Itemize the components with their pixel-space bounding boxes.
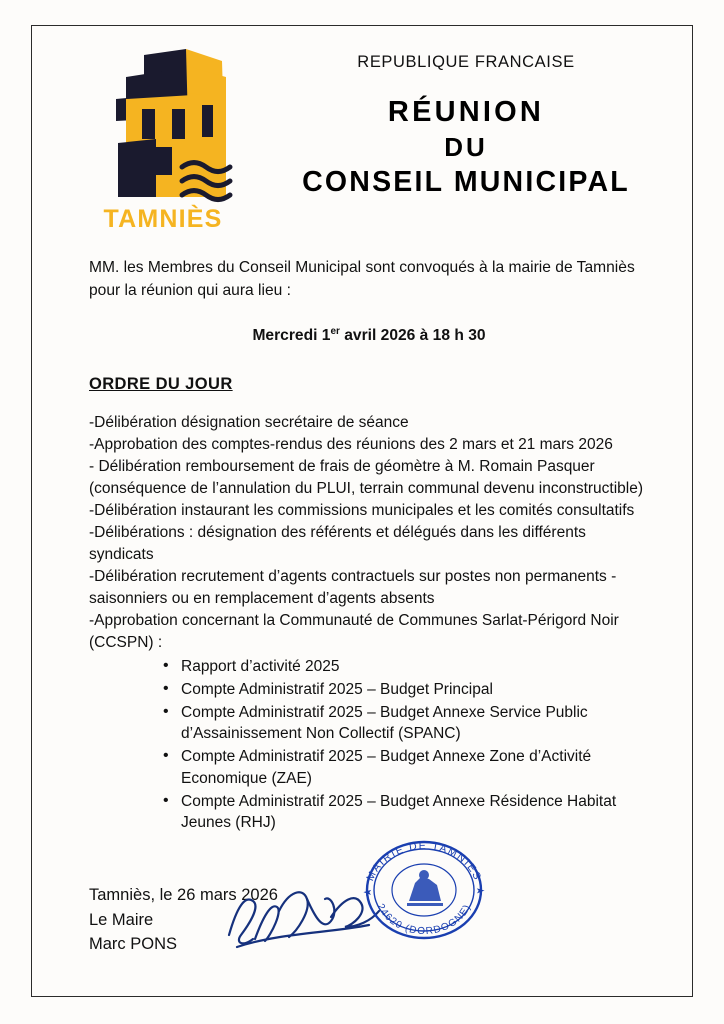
agenda-item: -Délibérations : désignation des référents et délégués dans les différents syndicats — [89, 524, 586, 564]
footer-role: Le Maire — [89, 910, 154, 929]
title-reunion: RÉUNION — [387, 96, 545, 128]
agenda-item: - Délibération remboursement de frais de géomètre à M. Romain Pasquer (conséquence de l’annulation du PLUI, terrain communal devenu inconstructible) — [89, 458, 644, 498]
title-du: DU — [444, 132, 488, 163]
meeting-date — [89, 326, 649, 345]
meeting-date-prefix: Mercredi 1 — [252, 327, 331, 345]
agenda-item: -Délibération recrutement d’agents contractuels sur postes non permanents -saisonniers ou en remplacement d’agents absents — [89, 568, 617, 608]
agenda-subitem: • Compte Administratif 2025 – Budget Annexe Service Public d’Assainissement Non Collectif (SPANC) — [167, 702, 649, 745]
svg-text:24620 (DORDOGNE) — [375, 902, 474, 937]
tamnies-logo — [86, 47, 241, 232]
agenda-list — [89, 412, 649, 834]
meeting-date-suffix: avril 2026 à 18 h 30 — [339, 327, 486, 345]
stamp-bottom-text: 24620 (DORDOGNE) — [374, 902, 474, 938]
convocation-intro: MM. les Membres du Conseil Municipal sont convoqués à la mairie de Tamniès pour la réunion qui aura lieu : — [89, 259, 635, 299]
title-conseil-municipal: CONSEIL MUNICIPAL — [302, 166, 630, 199]
meeting-date-sup: er — [330, 326, 340, 338]
footer-place-date: Tamniès, le 26 mars 2026 — [89, 885, 278, 904]
republique-line: REPUBLIQUE FRANCAISE — [357, 53, 575, 71]
logo-text: TAMNIÈS — [103, 205, 223, 232]
official-stamp — [351, 835, 497, 945]
footer-name: Marc PONS — [89, 935, 178, 954]
stamp-top-text: ★ MAIRIE DE TAMNIES ★ — [361, 839, 487, 898]
agenda-subitem: • Compte Administratif 2025 – Budget Annexe Résidence Habitat Jeunes (RHJ) — [167, 791, 649, 834]
agenda-item: -Approbation des comptes-rendus des réunions des 2 mars et 21 mars 2026 — [89, 436, 613, 454]
agenda-item: -Délibération instaurant les commissions municipales et les comités consultatifs — [89, 502, 635, 520]
header-titles — [246, 53, 686, 201]
agenda-subitem: • Compte Administratif 2025 – Budget Principal — [167, 679, 649, 701]
agenda-heading: ORDRE DU JOUR — [89, 375, 233, 394]
document-content — [31, 25, 693, 997]
agenda-item: -Approbation concernant la Communauté de Communes Sarlat-Périgord Noir (CCSPN) : — [89, 612, 619, 652]
document-body — [89, 257, 649, 835]
agenda-sublist — [89, 656, 649, 834]
document-header — [31, 25, 693, 232]
agenda-subitem: • Compte Administratif 2025 – Budget Annexe Zone d’Activité Economique (ZAE) — [167, 746, 649, 789]
agenda-subitem: • Rapport d’activité 2025 — [167, 656, 649, 678]
agenda-item: -Délibération désignation secrétaire de séance — [89, 414, 409, 432]
